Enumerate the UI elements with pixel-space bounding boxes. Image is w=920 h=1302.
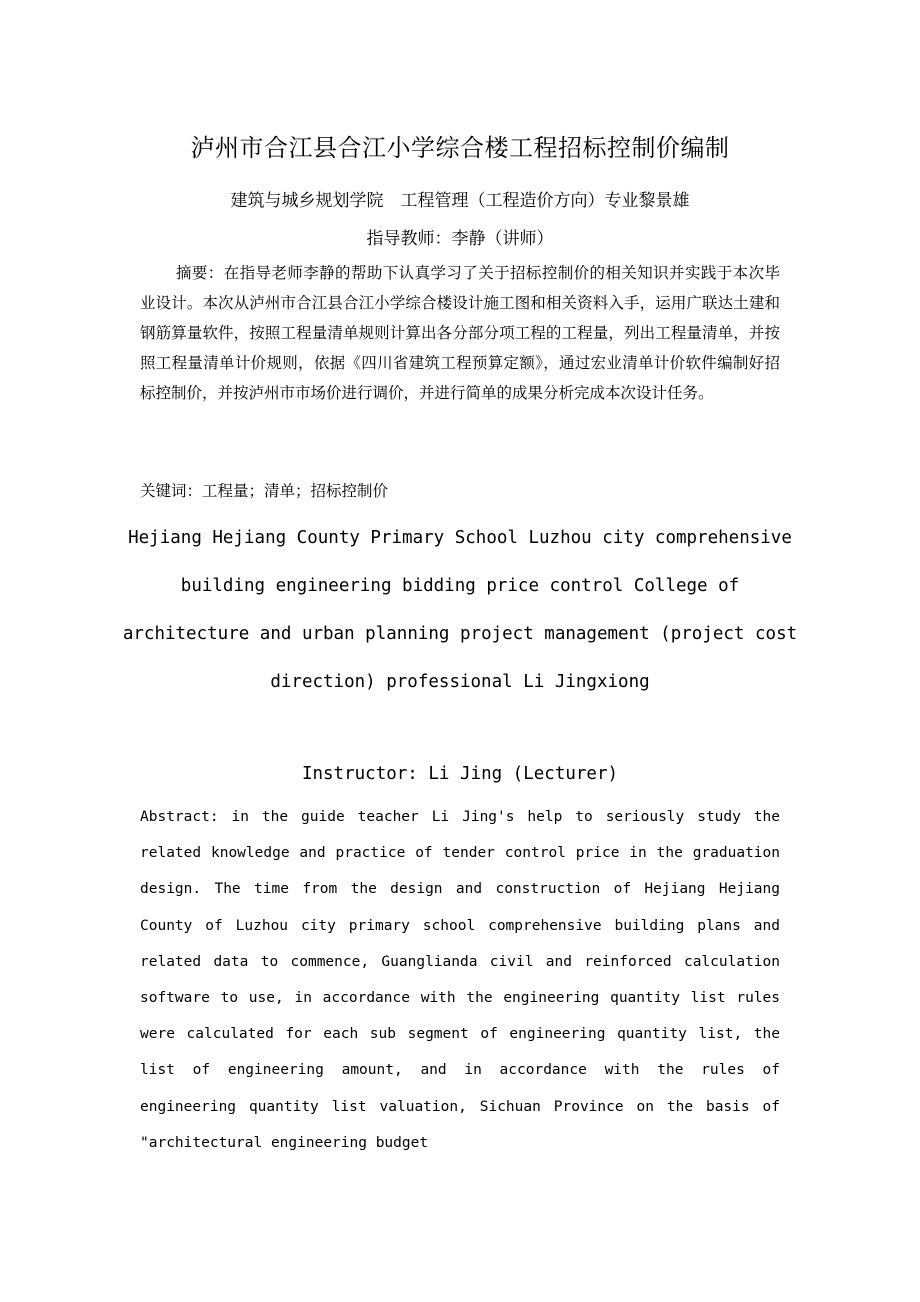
keywords-cn: 关键词：工程量；清单；招标控制价 [140,482,389,500]
abstract-cn: 摘要：在指导老师李静的帮助下认真学习了关于招标控制价的相关知识并实践于本次毕业设计。本次从泸州市合江县合江小学综合楼设计施工图和相关资料入手，运用广联达土建和钢筋算量软件，按照工程量清单规则计算出各分部分项工程的工程量，列出工程量清单，并按照工程量清单计价规则，依据《四川省建筑工程预算定额》，通过宏业清单计价软件编制好招标控制价，并按泸州市市场价进行调价，并进行简单的成果分析完成本次设计任务。 [140,264,780,402]
author-line-cn: 建筑与城乡规划学院 工程管理（工程造价方向）专业黎景雄 [230,191,690,211]
instructor-line-cn: 指导教师：李静（讲师） [366,229,554,249]
instructor-line-en: Instructor: Li Jing (Lecturer) [301,764,619,784]
abstract-en: Abstract: in the guide teacher Li Jing's help to seriously study the related knowledge and practice of tender control price in the graduation design. The time from the design and construction of Hejiang Hejiang County of Luzhou city primary school comprehensive building plans and related data to commence, Guanglianda civil and reinforced calculation software to use, in accordance with the engineering quantity list rules were calculated for each sub segment of engineering quantity list, the list of engineering amount, and in accordance with the rules of engineering quantity list valuation, Sichuan Province on the basis of "architectural engineering budget [140,809,780,1151]
english-heading-block [120,514,800,706]
paper-title-en: Hejiang Hejiang County Primary School Luzhou city comprehensive building engineering bidding price control [128,528,792,596]
author-line-en: College of architecture and urban planning project management (project cost direction) professional Li Jingxiong [122,576,798,692]
paper-title-cn: 泸州市合江县合江小学综合楼工程招标控制价编制 [190,134,730,162]
